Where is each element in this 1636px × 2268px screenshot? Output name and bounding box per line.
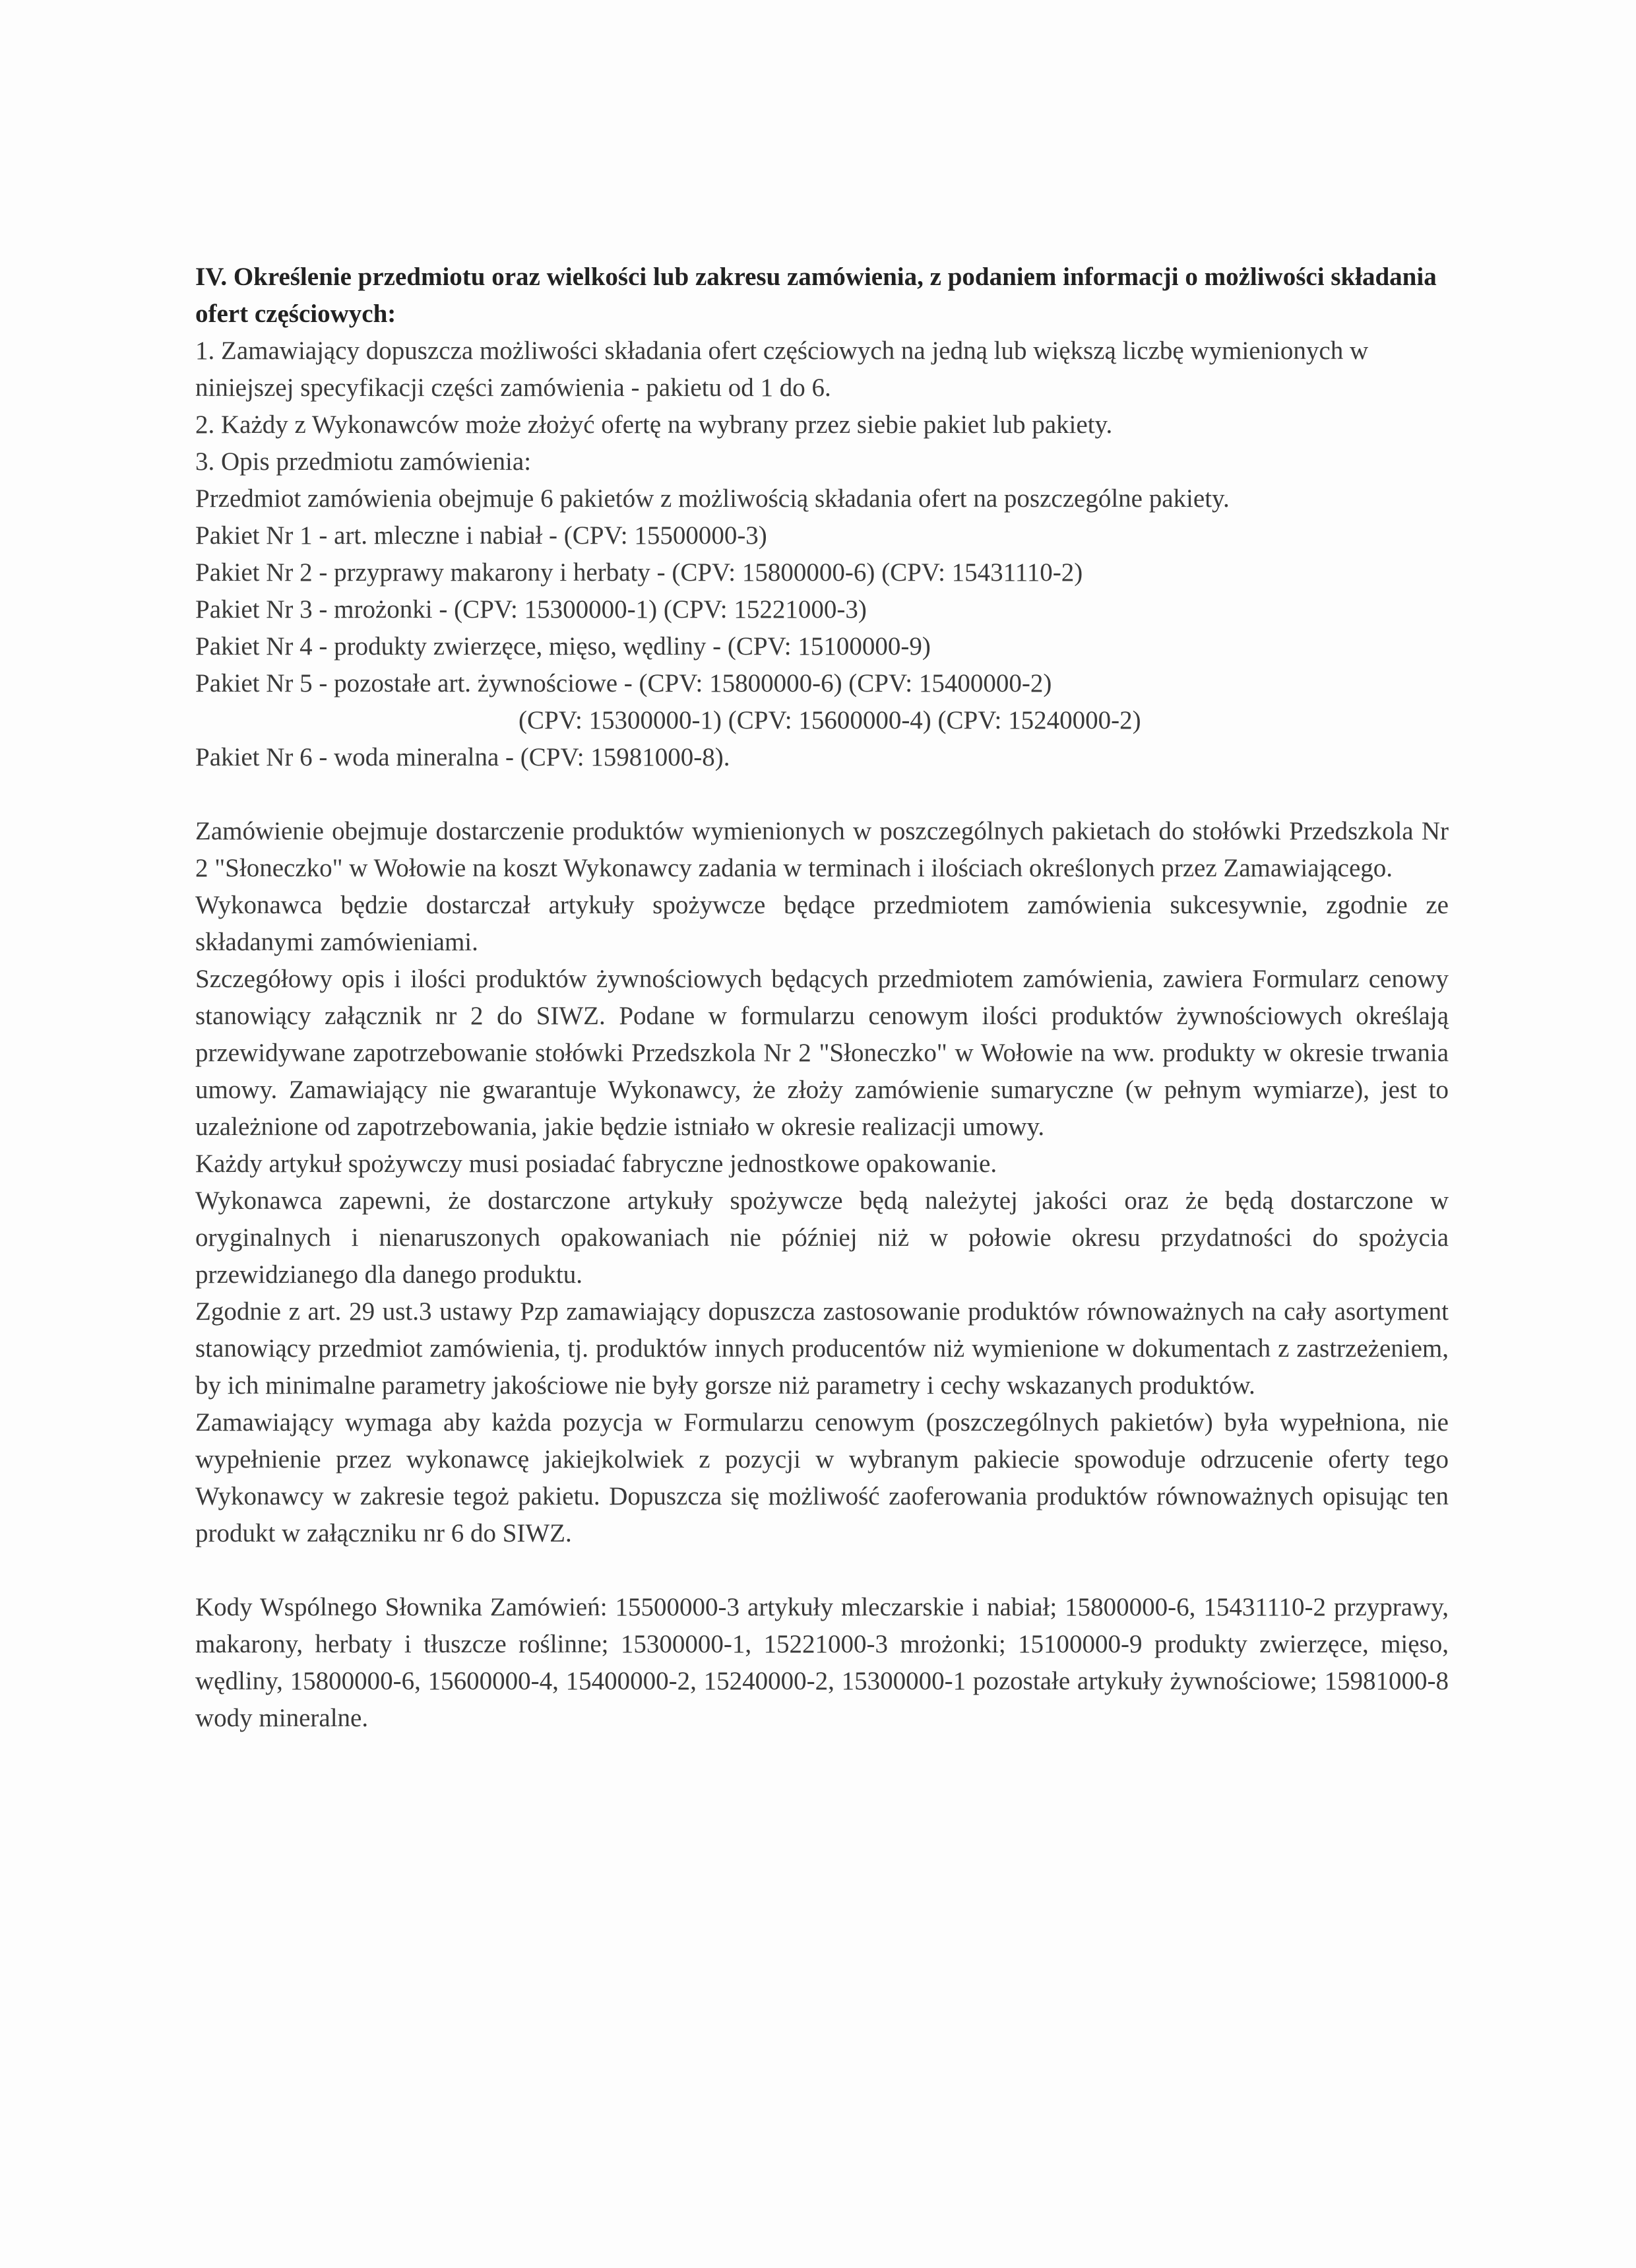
subject-intro: Przedmiot zamówienia obejmuje 6 pakietów z możliwością składania ofert na poszczególne pakiety. — [195, 484, 1230, 513]
list-item-2: 2. Każdy z Wykonawców może złożyć ofertę na wybrany przez siebie pakiet lub pakiety. — [195, 410, 1113, 439]
paragraph-packaging: Każdy artykuł spożywczy musi posiadać fabryczne jednostkowe opakowanie. — [195, 1150, 997, 1178]
package-6: Pakiet Nr 6 - woda mineralna - (CPV: 15981000-8). — [195, 743, 730, 771]
document-content — [195, 259, 1449, 1737]
paragraph-details: Szczegółowy opis i ilości produktów żywnościowych będących przedmiotem zamówienia, zawiera Formularz cenowy stanowiący załącznik nr 2 do SIWZ. Podane w formularzu cenowym ilości produktów żywnościowych określają przewidywane zapotrzebowanie stołówki Przedszkola Nr 2 "Słoneczko" w Wołowie na ww. produkty w okresie trwania umowy. Zamawiający nie gwarantuje Wykonawcy, że złoży zamówienie sumaryczne (w pełnym wymiarze), jest to uzależnione od zapotrzebowania, jakie będzie istniało w okresie realizacji umowy. — [195, 965, 1449, 1141]
package-3: Pakiet Nr 3 - mrożonki - (CPV: 15300000-1) (CPV: 15221000-3) — [195, 595, 867, 624]
paragraph-equivalents: Zgodnie z art. 29 ust.3 ustawy Pzp zamawiający dopuszcza zastosowanie produktów równoważnych na cały asortyment stanowiący przedmiot zamówienia, tj. produktów innych producentów niż wymienione w dokumentach z zastrzeżeniem, by ich minimalne parametry jakościowe nie były gorsze niż parametry i cechy wskazanych produktów. — [195, 1297, 1449, 1400]
list-item-1: 1. Zamawiający dopuszcza możliwości składania ofert częściowych na jedną lub większą liczbę wymienionych w niniejszej specyfikacji części zamówienia - pakietu od 1 do 6. — [195, 337, 1369, 402]
package-5: Pakiet Nr 5 - pozostałe art. żywnościowe - (CPV: 15800000-6) (CPV: 15400000-2) — [195, 669, 1052, 697]
section-heading: IV. Określenie przedmiotu oraz wielkości lub zakresu zamówienia, z podaniem informacji o możliwości składania ofert częściowych: — [195, 263, 1437, 328]
package-5-continued: (CPV: 15300000-1) (CPV: 15600000-4) (CPV: 15240000-2) — [519, 706, 1141, 734]
paragraph-requirements: Zamawiający wymaga aby każda pozycja w Formularzu cenowym (poszczególnych pakietów) była wypełniona, nie wypełnienie przez wykonawcę jakiejkolwiek z pozycji w wybranym pakiecie spowoduje odrzucenie oferty tego Wykonawcy w zakresie tegoż pakietu. Dopuszcza się możliwość zaoferowania produktów równoważnych opisując ten produkt w załączniku nr 6 do SIWZ. — [195, 1408, 1449, 1547]
paragraph-delivery: Zamówienie obejmuje dostarczenie produktów wymienionych w poszczególnych pakietach do stołówki Przedszkola Nr 2 "Słoneczko" w Wołowie na koszt Wykonawcy zadania w terminach i ilościach określonych przez Zamawiającego. — [195, 817, 1449, 882]
paragraph-supply: Wykonawca będzie dostarczał artykuły spożywcze będące przedmiotem zamówienia sukcesywnie, zgodnie ze składanymi zamówieniami. — [195, 891, 1449, 956]
package-4: Pakiet Nr 4 - produkty zwierzęce, mięso, wędliny - (CPV: 15100000-9) — [195, 632, 931, 661]
spacer — [195, 1552, 1449, 1589]
paragraph-quality: Wykonawca zapewni, że dostarczone artykuły spożywcze będą należytej jakości oraz że będą dostarczone w oryginalnych i nienaruszonych opakowaniach nie później niż w połowie okresu przydatności do spożycia przewidzianego dla danego produktu. — [195, 1186, 1449, 1289]
package-2: Pakiet Nr 2 - przyprawy makarony i herbaty - (CPV: 15800000-6) (CPV: 15431110-2) — [195, 558, 1083, 587]
spacer — [195, 776, 1449, 813]
paragraph-cpv-codes: Kody Wspólnego Słownika Zamówień: 15500000-3 artykuły mleczarskie i nabiał; 15800000-6, 15431110-2 przyprawy, makarony, herbaty i tłuszcze roślinne; 15300000-1, 15221000-3 mrożonki; 15100000-9 produkty zwierzęce, mięso, wędliny, 15800000-6, 15600000-4, 15400000-2, 15240000-2, 15300000-1 pozostałe artykuły żywnościowe; 15981000-8 wody mineralne. — [195, 1593, 1449, 1732]
package-1: Pakiet Nr 1 - art. mleczne i nabiał - (CPV: 15500000-3) — [195, 521, 767, 550]
list-item-3: 3. Opis przedmiotu zamówienia: — [195, 447, 532, 476]
